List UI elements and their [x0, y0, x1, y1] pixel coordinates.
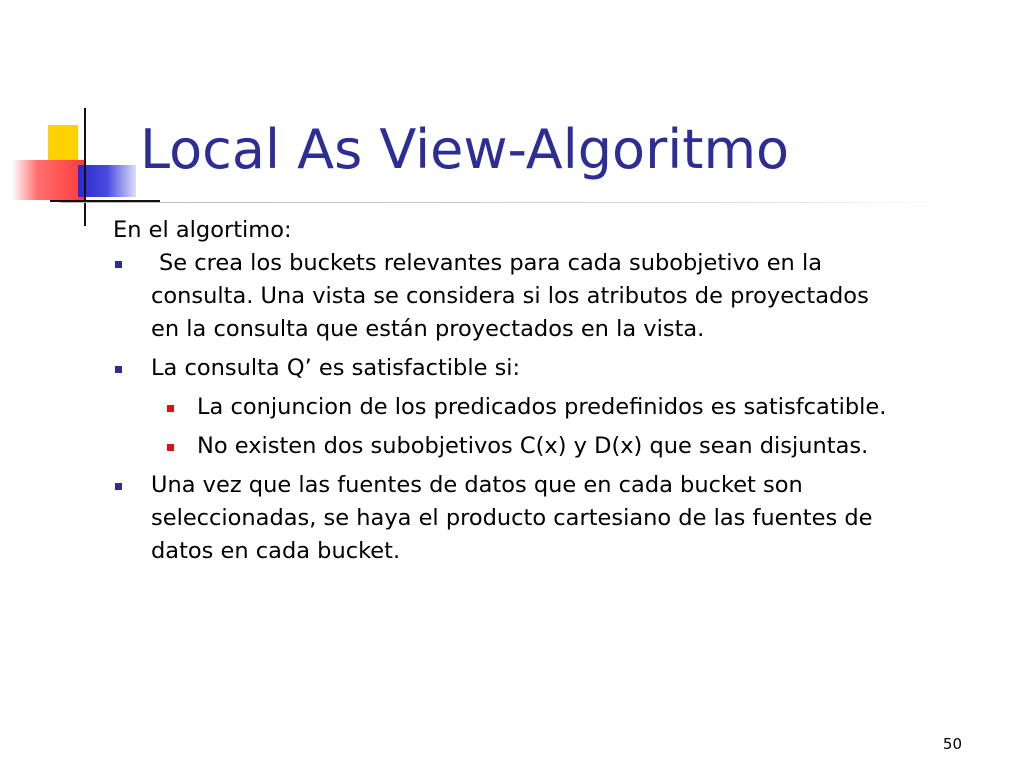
sub-bullet-item — [113, 430, 973, 463]
page-number: 50 — [942, 735, 962, 753]
bullet-text: datos en cada bucket. — [151, 538, 401, 564]
sub-bullet-text: No existen dos subobjetivos C(x) y D(x) que sean disjuntas. — [197, 433, 869, 459]
slide-body — [113, 214, 973, 568]
sub-bullet-square-icon — [167, 444, 174, 451]
slide-title: Local As View-Algoritmo — [140, 118, 790, 181]
bullet-text: Se crea los buckets relevantes para cada subobjetivo en la — [159, 250, 823, 276]
bullet-item — [113, 469, 973, 568]
bullet-item — [113, 352, 973, 463]
bullet-text: La consulta Q’ es satisfactible si: — [151, 355, 521, 381]
decor-yellow-square — [48, 125, 78, 165]
bullet-text: en la consulta que están proyectados en la vista. — [151, 316, 705, 342]
title-divider — [60, 202, 960, 203]
bullet-text: consulta. Una vista se considera si los atributos de proyectados — [151, 283, 869, 309]
sub-bullet-text: La conjuncion de los predicados predefinidos es satisfcatible. — [197, 394, 887, 420]
bullet-square-icon — [115, 483, 122, 490]
decor-vertical-line — [84, 108, 86, 226]
intro-text: En el algortimo: — [113, 217, 292, 243]
bullet-item — [113, 247, 973, 346]
bullet-square-icon — [115, 261, 122, 268]
sub-bullet-square-icon — [167, 405, 174, 412]
bullet-text: seleccionadas, se haya el producto cartesiano de las fuentes de — [151, 505, 873, 531]
decor-red-square — [12, 160, 84, 200]
sub-bullet-item — [113, 391, 973, 424]
decor-blue-square — [78, 165, 136, 197]
bullet-text: Una vez que las fuentes de datos que en cada bucket son — [151, 472, 803, 498]
bullet-square-icon — [115, 366, 122, 373]
